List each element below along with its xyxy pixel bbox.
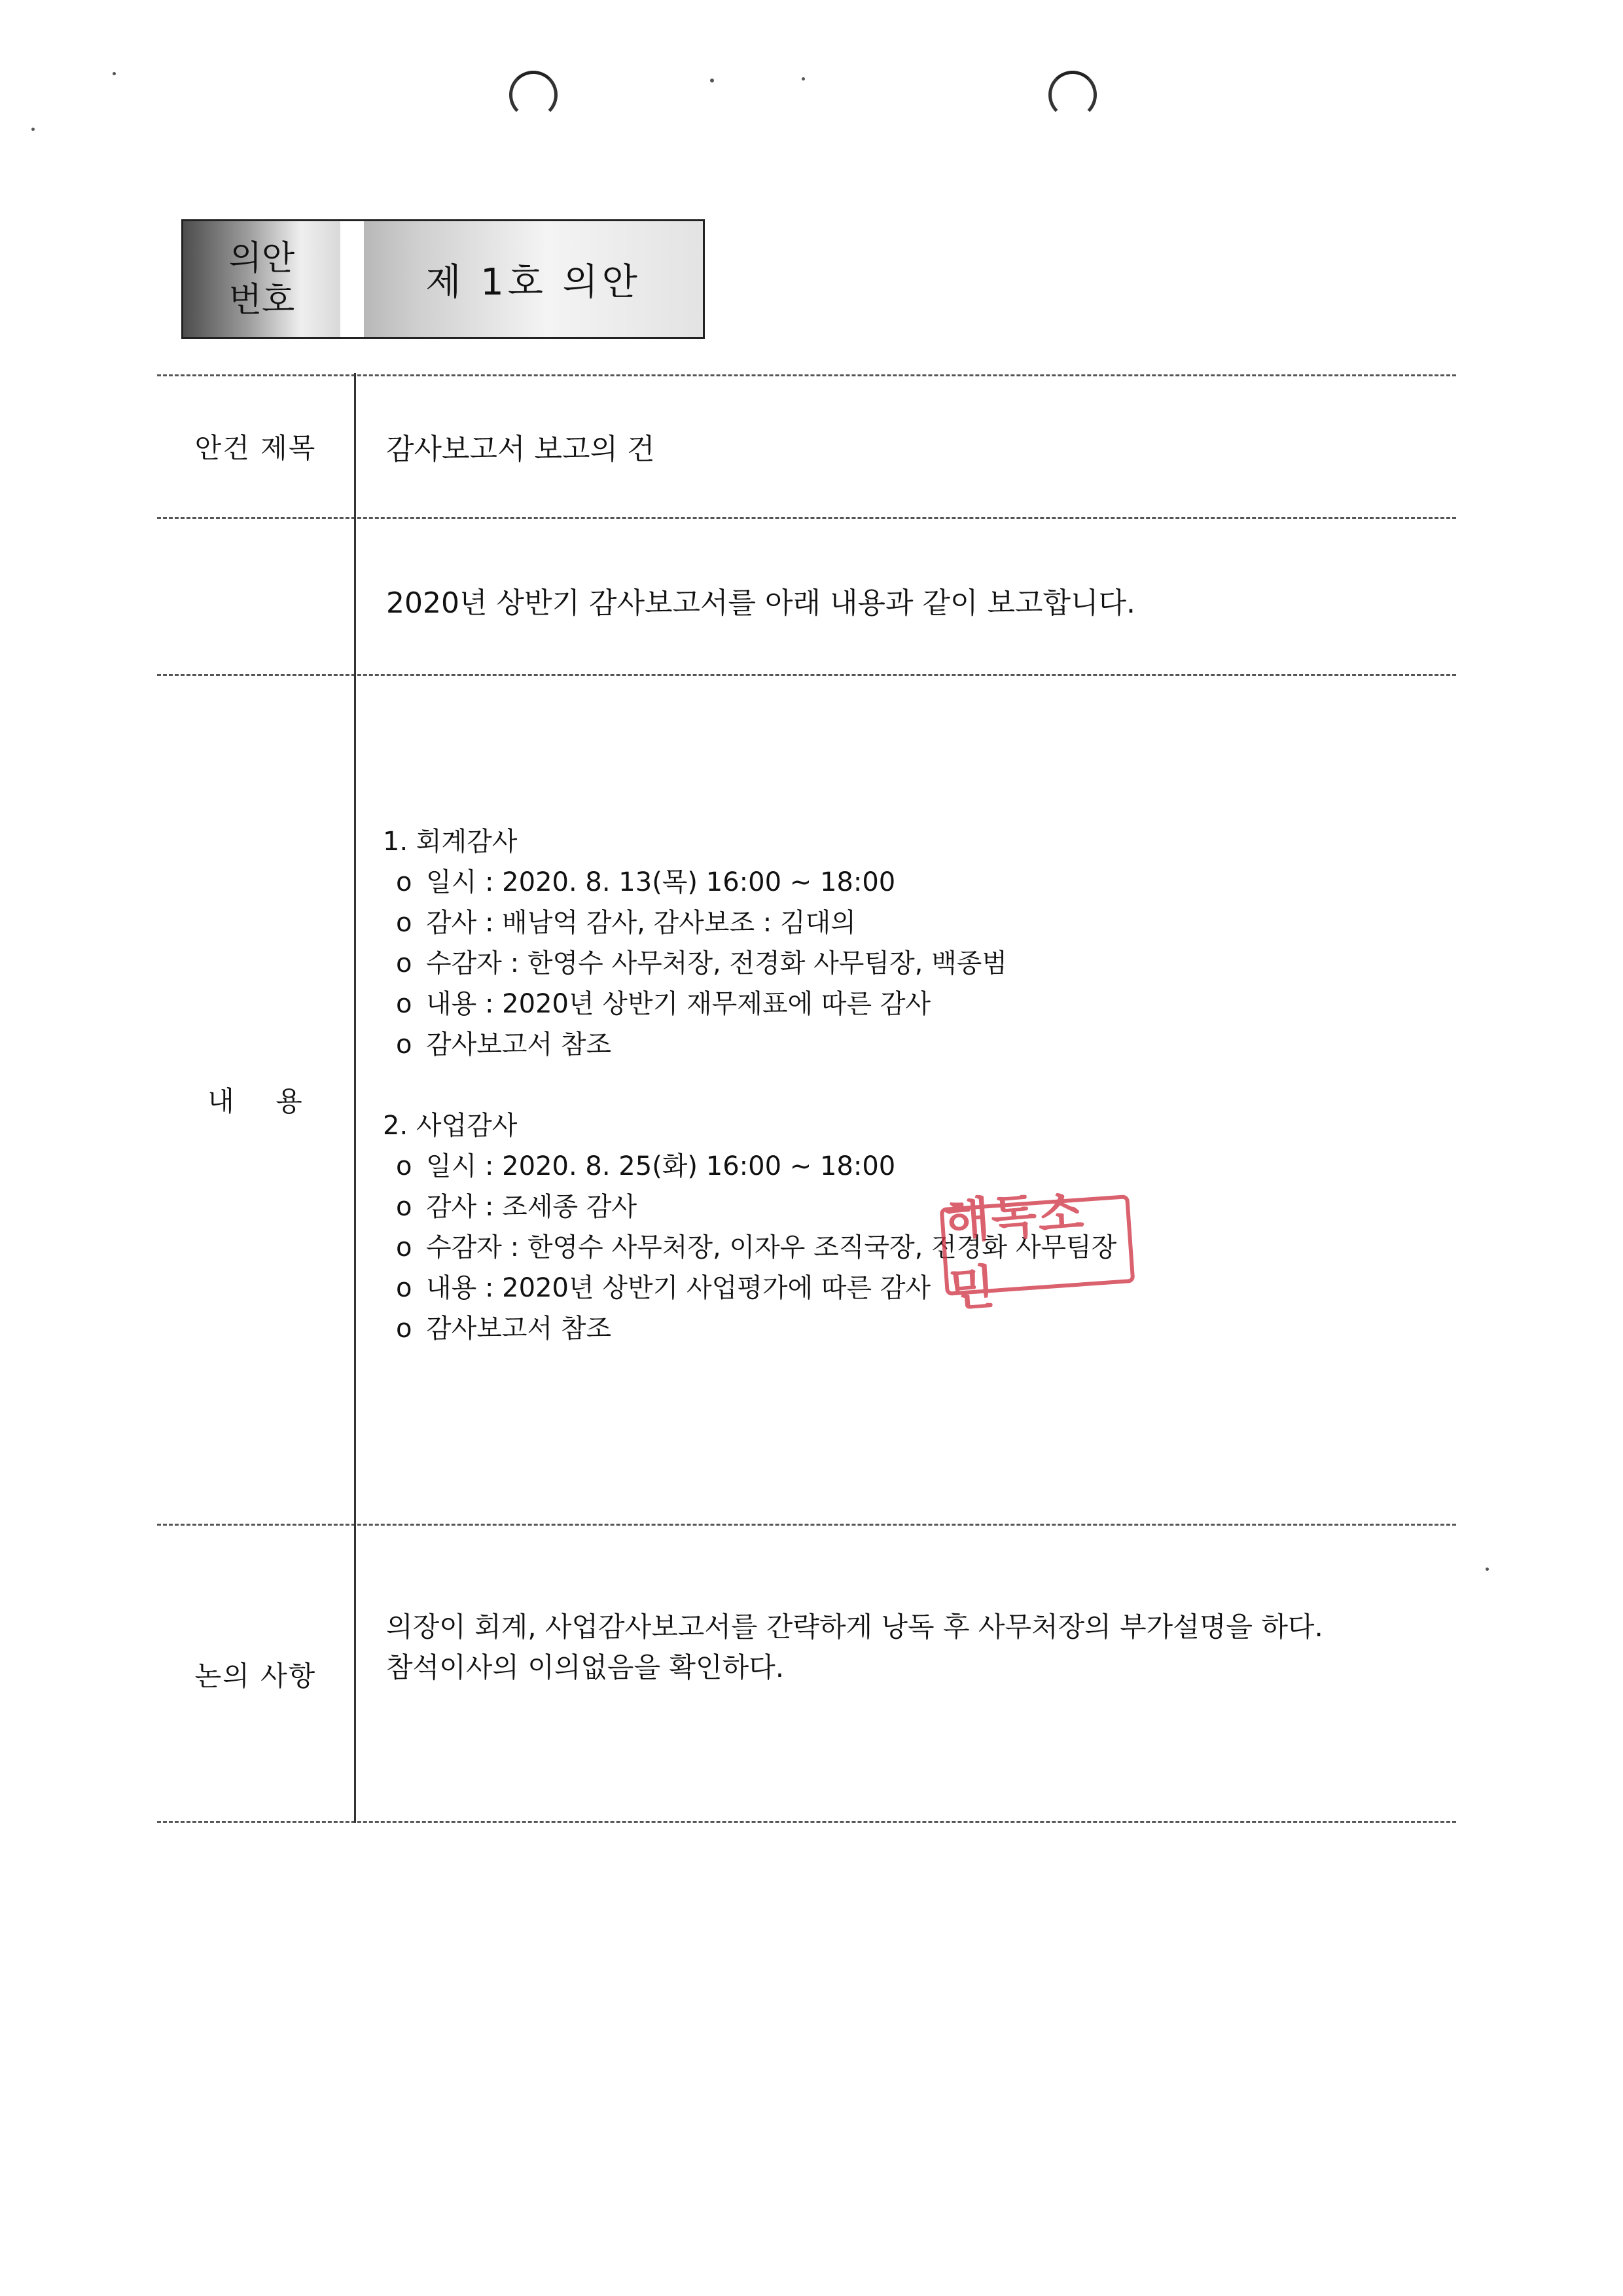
scan-speck bbox=[31, 128, 35, 131]
discussion-line: 의장이 회계, 사업감사보고서를 간략하게 낭독 후 사무처장의 부가설명을 하다. bbox=[386, 1611, 1323, 1643]
section-heading: 2. 사업감사 bbox=[383, 1111, 518, 1141]
table-divider bbox=[157, 374, 1456, 376]
discussion-body bbox=[386, 1607, 1433, 1688]
discussion-label: 논의 사항 bbox=[194, 1660, 317, 1692]
intro-text: 2020년 상반기 감사보고서를 아래 내용과 같이 보고합니다. bbox=[386, 586, 1135, 620]
agenda-number-title: 제 1호 의안 bbox=[425, 260, 641, 304]
list-item bbox=[383, 943, 1116, 984]
bullet-marker: o bbox=[396, 989, 412, 1019]
bullet-marker: o bbox=[396, 1151, 412, 1181]
agenda-number-label bbox=[183, 221, 340, 337]
bullet-marker: o bbox=[396, 948, 412, 978]
subject-value: 감사보고서 보고의 건 bbox=[386, 433, 655, 466]
list-item bbox=[383, 1024, 1116, 1065]
bullet-marker: o bbox=[396, 908, 412, 938]
punch-hole-left bbox=[509, 71, 558, 119]
list-item-text: 감사보고서 참조 bbox=[426, 1030, 612, 1060]
table-column-divider bbox=[354, 373, 356, 1823]
agenda-number-label-line1: 의안 bbox=[228, 238, 295, 278]
section-accounting-audit bbox=[383, 821, 1116, 1065]
punch-hole-right bbox=[1048, 71, 1097, 119]
bullet-marker: o bbox=[396, 1030, 412, 1060]
scan-speck bbox=[113, 72, 116, 75]
subject-label: 안건 제목 bbox=[194, 432, 317, 464]
list-item-text: 일시 : 2020. 8. 25(화) 16:00 ~ 18:00 bbox=[426, 1151, 896, 1181]
table-divider bbox=[157, 517, 1456, 519]
bullet-marker: o bbox=[396, 1314, 412, 1344]
scan-speck bbox=[710, 79, 714, 82]
list-item-text: 감사보고서 참조 bbox=[426, 1314, 612, 1344]
scan-speck bbox=[802, 77, 805, 81]
list-item-text: 감사 : 조세종 감사 bbox=[426, 1192, 637, 1222]
seal-text: 해독소민 bbox=[942, 1184, 1087, 1317]
list-item-text: 내용 : 2020년 상반기 사업평가에 따른 감사 bbox=[426, 1273, 931, 1303]
list-item-text: 일시 : 2020. 8. 13(목) 16:00 ~ 18:00 bbox=[426, 867, 896, 897]
list-item bbox=[383, 984, 1116, 1024]
header-separator bbox=[340, 221, 364, 337]
bullet-marker: o bbox=[396, 1273, 412, 1303]
official-seal-stamp bbox=[940, 1184, 1135, 1317]
discussion-line: 참석이사의 이의없음을 확인하다. bbox=[386, 1651, 785, 1683]
bullet-marker: o bbox=[396, 1232, 412, 1263]
scan-speck bbox=[1486, 1568, 1489, 1571]
bullet-marker: o bbox=[396, 867, 412, 897]
list-item bbox=[383, 862, 1116, 903]
list-item-text: 내용 : 2020년 상반기 재무제표에 따른 감사 bbox=[426, 989, 931, 1019]
content-label: 내 용 bbox=[207, 1085, 304, 1117]
list-item bbox=[383, 903, 1116, 943]
agenda-number-box bbox=[181, 219, 705, 339]
list-item-text: 감사 : 배남억 감사, 감사보조 : 김대의 bbox=[426, 908, 856, 938]
list-item-text: 수감자 : 한영수 사무처장, 전경화 사무팀장, 백종범 bbox=[426, 948, 1007, 978]
table-divider bbox=[157, 674, 1456, 676]
section-heading: 1. 회계감사 bbox=[383, 827, 518, 857]
table-divider bbox=[157, 1821, 1456, 1823]
agenda-number-label-line2: 번호 bbox=[228, 280, 295, 320]
table-divider bbox=[157, 1524, 1456, 1526]
bullet-marker: o bbox=[396, 1192, 412, 1222]
list-item-text: 수감자 : 한영수 사무처장, 이자우 조직국장, 전경화 사무팀장 bbox=[426, 1232, 1117, 1263]
